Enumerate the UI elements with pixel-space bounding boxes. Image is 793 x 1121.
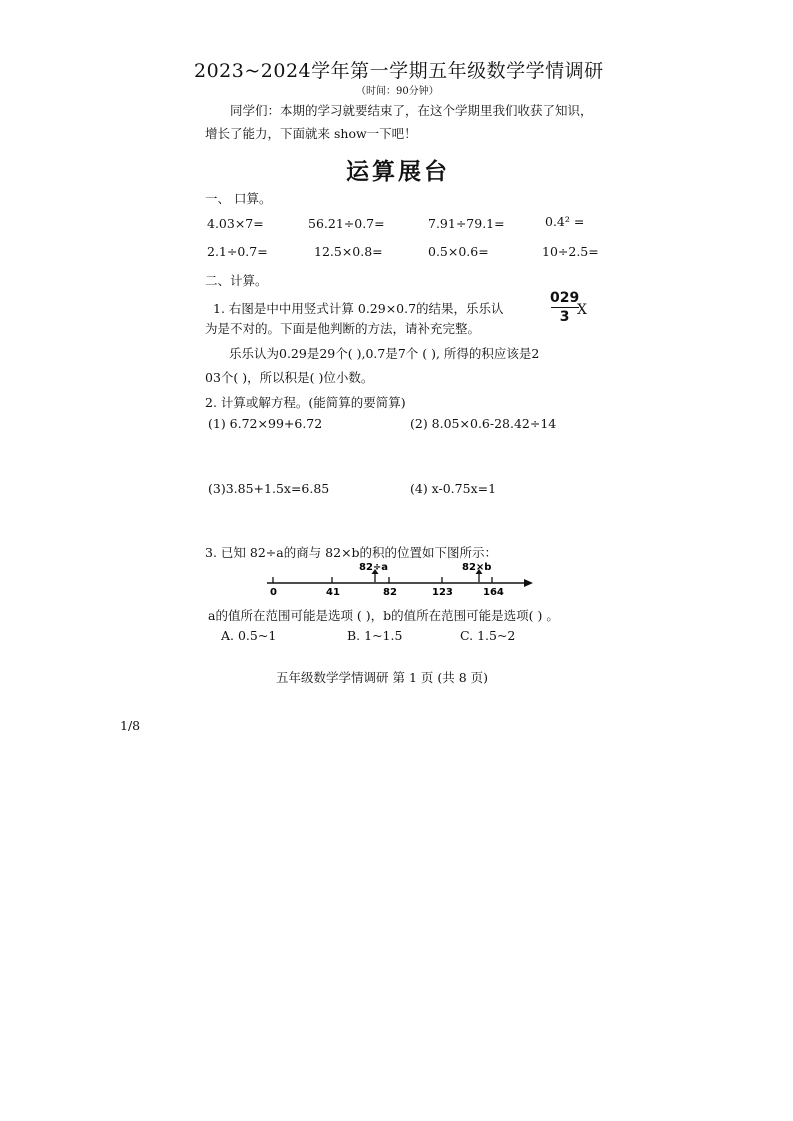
q2-item: (1) 6.72×99+6.72 (208, 416, 323, 431)
marker-left-label: 82÷a (359, 562, 389, 573)
option-b: B. 1~1.5 (347, 628, 403, 643)
q1-line-3: 乐乐认为0.29是29个( ),0.7是7个 ( ), 所得的积应该是2 (229, 346, 540, 361)
vertical-calc-figure (550, 291, 579, 324)
tick-label: 82 (383, 587, 397, 598)
page-fraction: 1/8 (120, 718, 141, 733)
figure-suffix: X (577, 302, 587, 318)
tick-label: 164 (483, 587, 504, 598)
figure-bottom-digit: 3 (559, 309, 570, 325)
q1-line-2: 为是不对的。下面是他判断的方法，请补充完整。 (205, 321, 481, 336)
q1-line-1: 1. 右图是中中用竖式计算 0.29×0.7的结果，乐乐认 (213, 301, 504, 316)
oral-calc-item: 7.91÷79.1= (428, 216, 505, 231)
number-line-arrow-icon (524, 579, 533, 587)
tick-label: 41 (326, 587, 340, 598)
oral-calc-item: 2.1÷0.7= (207, 244, 268, 259)
time-note: （时间：90分钟） (356, 86, 439, 97)
oral-calc-item: 0.5×0.6= (428, 244, 489, 259)
option-a: A. 0.5~1 (221, 628, 277, 643)
oral-calc-item: 12.5×0.8= (314, 244, 383, 259)
tick-label: 123 (432, 587, 453, 598)
q2-item: (2) 8.05×0.6-28.42÷14 (410, 416, 557, 431)
figure-bar (551, 307, 579, 308)
marker-right-label: 82×b (462, 562, 492, 573)
oral-calc-item: 4.03×7= (207, 216, 264, 231)
number-line (262, 560, 537, 600)
tick-label: 0 (270, 587, 277, 598)
option-c: C. 1.5~2 (460, 628, 516, 643)
intro-line-2: 增长了能力，下面就来 show一下吧！ (205, 126, 417, 141)
q3-question: a的值所在范围可能是选项 ( )，b的值所在范围可能是选项( ) 。 (208, 608, 559, 623)
part1-heading: 一、 口算。 (205, 191, 272, 206)
q2-item: (3)3.85+1.5x=6.85 (208, 481, 330, 496)
q3-stem: 3. 已知 82÷a的商与 82×b的积的位置如下图所示： (205, 545, 498, 560)
oral-calc-item: 0.4² = (545, 214, 585, 229)
intro-line-1: 同学们：本期的学习就要结束了，在这个学期里我们收获了知识， (230, 103, 593, 118)
section-title: 运算展台 (346, 158, 450, 185)
exam-title: 2023~2024学年第一学期五年级数学学情调研 (194, 60, 604, 82)
q2-item: (4) x-0.75x=1 (410, 481, 497, 496)
q1-line-4: 03个( )，所以积是( )位小数。 (205, 370, 374, 385)
oral-calc-item: 56.21÷0.7= (308, 216, 385, 231)
figure-top-digits: 029 (550, 290, 580, 306)
part2-heading: 二、计算。 (205, 273, 268, 288)
oral-calc-item: 10÷2.5= (542, 244, 599, 259)
page-footer: 五年级数学学情调研 第 1 页 (共 8 页) (276, 670, 489, 685)
q2-heading: 2. 计算或解方程。(能简算的要简算) (205, 395, 406, 410)
